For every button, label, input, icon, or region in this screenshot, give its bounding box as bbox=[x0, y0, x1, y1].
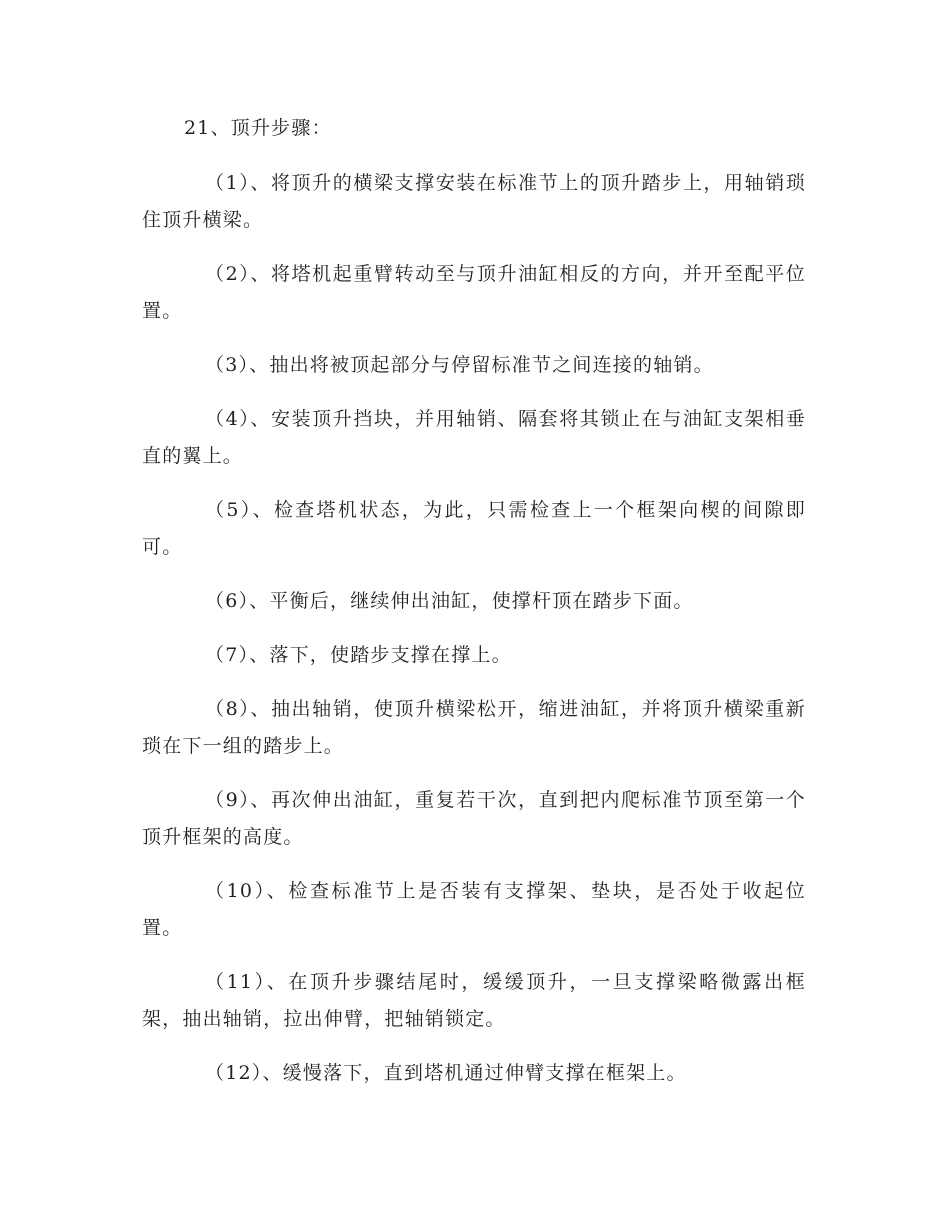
step-5: （5）、检查塔机状态，为此，只需检查上一个框架向楔的间隙即可。 bbox=[142, 499, 806, 558]
step-1: （1）、将顶升的横梁支撑安装在标准节上的顶升踏步上，用轴销琐住顶升横梁。 bbox=[142, 172, 806, 231]
step-12: （12）、缓慢落下，直到塔机通过伸臂支撑在框架上。 bbox=[205, 1062, 687, 1084]
section-heading: 21、顶升步骤： bbox=[184, 117, 332, 139]
step-3: （3）、抽出将被顶起部分与停留标准节之间连接的轴销。 bbox=[205, 354, 714, 376]
step-6: （6）、平衡后，继续伸出油缸，使撑杆顶在踏步下面。 bbox=[205, 590, 694, 612]
step-7: （7）、落下，使踏步支撑在撑上。 bbox=[205, 644, 512, 666]
step-9: （9）、再次伸出油缸，重复若干次，直到把内爬标准节顶至第一个顶升框架的高度。 bbox=[142, 789, 806, 848]
step-11: （11）、在顶升步骤结尾时，缓缓顶升，一旦支撑梁略微露出框架，抽出轴销，拉出伸臂，把轴销锁定。 bbox=[142, 971, 806, 1030]
step-8: （8）、抽出轴销，使顶升横梁松开，缩进油缸，并将顶升横梁重新琐在下一组的踏步上。 bbox=[142, 698, 806, 757]
step-4: （4）、安装顶升挡块，并用轴销、隔套将其锁止在与油缸支架相垂直的翼上。 bbox=[142, 408, 806, 467]
document-body bbox=[142, 110, 806, 1092]
step-2: （2）、将塔机起重臂转动至与顶升油缸相反的方向，并开至配平位置。 bbox=[142, 263, 806, 322]
step-10: （10）、检查标准节上是否装有支撑架、垫块，是否处于收起位置。 bbox=[142, 880, 806, 939]
